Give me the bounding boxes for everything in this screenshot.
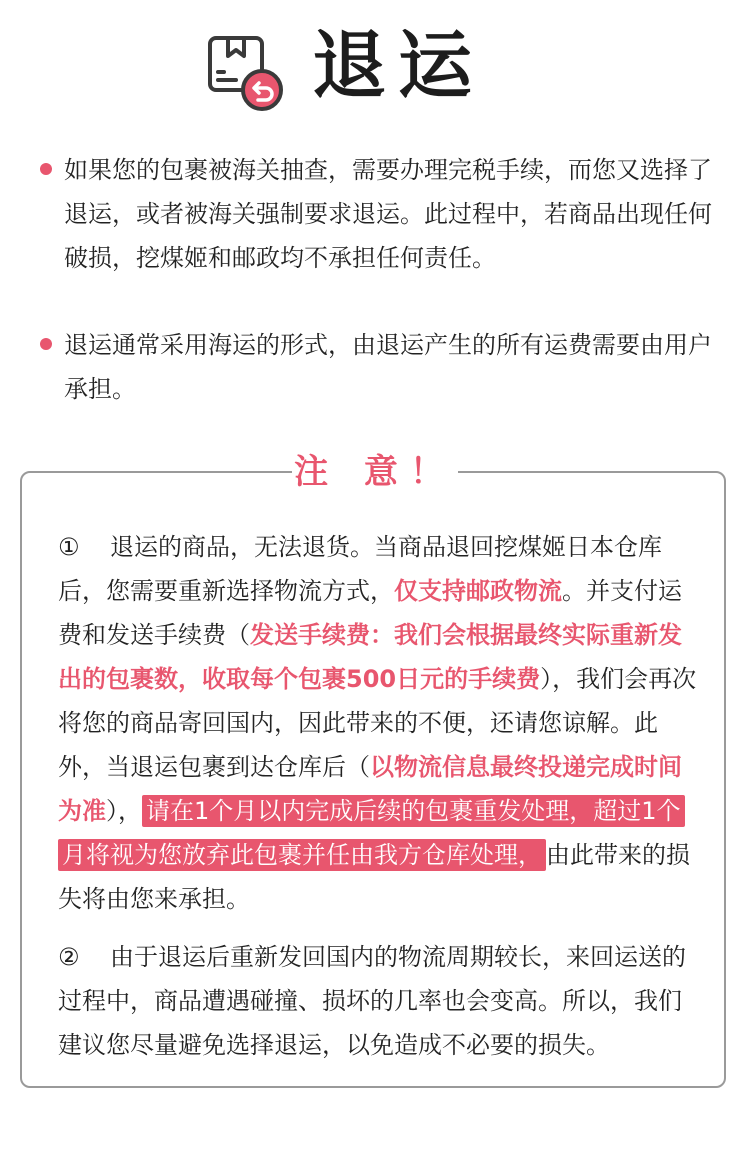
- notice-text: ），我们会再次将您的商品寄回国内，因此带来的不便，还请您谅解。此外，当退运包裹到达仓库后（: [58, 665, 697, 781]
- highlight-box-text: 请在1个月以内完成后续的包裹重发处理，超过1个月将视为您放弃此包裹并任由我方仓库处理，: [58, 795, 685, 871]
- notice-text: ），: [106, 797, 142, 825]
- package-return-icon: [206, 34, 284, 112]
- page-header: [0, 23, 750, 109]
- bullet-dot-icon: [40, 338, 52, 350]
- notice-text: 。并支付运费和发送手续费（: [58, 577, 682, 649]
- highlight-text: 发送手续费：我们会根据最终实际重新发出的包裹数，收取每个包裹500日元的手续费: [58, 621, 682, 693]
- circled-number-2: ②: [58, 943, 80, 971]
- list-item: [40, 323, 720, 411]
- list-item: [40, 148, 720, 280]
- highlight-text: 仅支持邮政物流: [394, 577, 562, 605]
- notice-box: [20, 452, 726, 1088]
- list-item-text: 退运通常采用海运的形式，由退运产生的所有运费需要由用户承担。: [64, 331, 712, 403]
- notice-text: 退运的商品，无法退货。当商品退回挖煤姬日本仓库后，您需要重新选择物流方式，: [58, 533, 662, 605]
- notice-item-1: [58, 525, 700, 921]
- page-title: 退运: [312, 23, 484, 109]
- info-list: [40, 148, 720, 454]
- notice-item-2: [58, 935, 700, 1067]
- bullet-dot-icon: [40, 163, 52, 175]
- highlight-text: 以物流信息最终投递完成时间为准: [58, 753, 682, 825]
- list-item-text: 如果您的包裹被海关抽查，需要办理完税手续，而您又选择了退运，或者被海关强制要求退运。此过程中，若商品出现任何破损，挖煤姬和邮政均不承担任何责任。: [64, 156, 712, 272]
- circled-number-1: ①: [58, 533, 80, 561]
- notice-text: 由此带来的损失将由您来承担。: [58, 841, 690, 913]
- notice-text: 由于退运后重新发回国内的物流周期较长，来回运送的过程中，商品遭遇碰撞、损坏的几率也会变高。所以，我们建议您尽量避免选择退运，以免造成不必要的损失。: [58, 943, 686, 1059]
- notice-body: [58, 525, 700, 1081]
- notice-title: 注 意！: [292, 443, 458, 501]
